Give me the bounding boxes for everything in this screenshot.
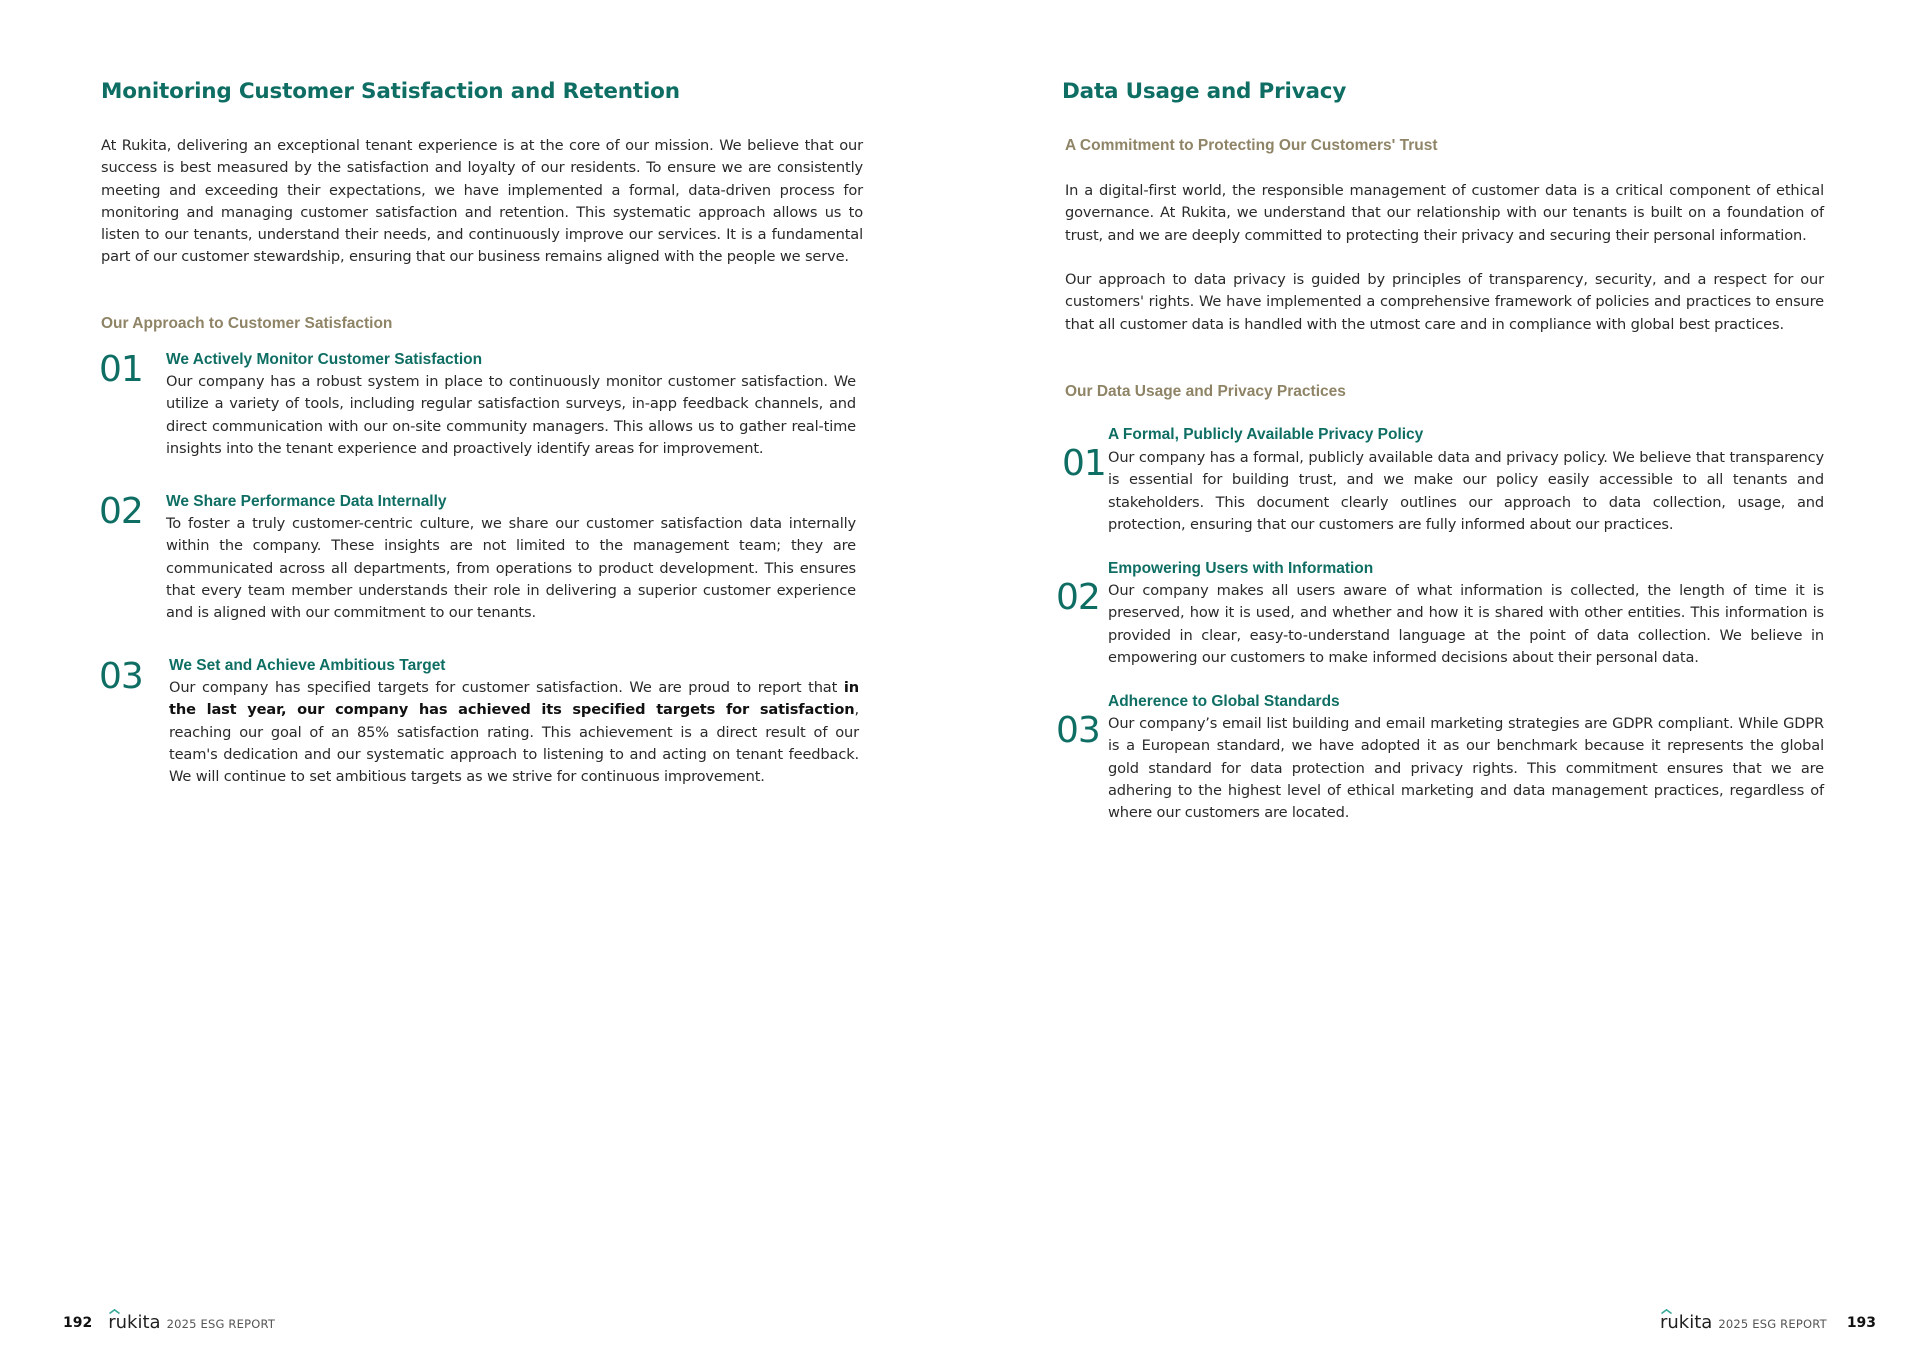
logo-text: rukita — [108, 1312, 161, 1333]
page-number: 192 — [63, 1314, 93, 1331]
item-title: Empowering Users with Information — [1108, 560, 1374, 577]
item-body — [169, 677, 859, 788]
section-heading: Our Data Usage and Privacy Practices — [1065, 383, 1346, 400]
page-title: Data Usage and Privacy — [1062, 79, 1347, 104]
page-footer — [1660, 1312, 1876, 1333]
paragraph: In a digital-first world, the responsible management of customer data is a critical component of ethical governance. At Rukita, we understand that our relationship with our tenants is built on a foundation of trust, and we are deeply committed to protecting their privacy and securing their personal information. — [1065, 182, 1824, 244]
item-number: 01 — [1062, 443, 1106, 484]
item-number: 03 — [1056, 710, 1100, 751]
paragraph: Our approach to data privacy is guided by principles of transparency, security, and a respect for our customers' rights. We have implemented a comprehensive framework of policies and practices to ensure that all customer data is handled with the utmost care and in compliance with global best practices. — [1065, 271, 1824, 333]
section-heading: Our Approach to Customer Satisfaction — [101, 315, 393, 332]
item-body-highlight: in the last year, our company has achieved its specified targets for satisfaction — [169, 679, 859, 719]
item-body-text: , reaching our goal of an 85% satisfaction rating. This achievement is a direct result of our team's dedication and our systematic approach to listening to and acting on tenant feedback. We will continue to set ambitious targets as we strive for continuous improvement. — [169, 701, 859, 786]
page-subtitle: A Commitment to Protecting Our Customers' Trust — [1065, 137, 1438, 154]
item-body-text: Our company has specified targets for customer satisfaction. We are proud to report that — [169, 679, 844, 696]
item-body: Our company has a formal, publicly available data and privacy policy. We believe that transparency is essential for building trust, and we make our policy easily accessible to all tenants and stakeholders. This document clearly outlines our approach to data collection, usage, and protection, ensuring that our customers are fully informed about our practices. — [1108, 449, 1824, 533]
page-footer — [63, 1312, 275, 1333]
rukita-logo — [108, 1312, 160, 1333]
page-title: Monitoring Customer Satisfaction and Retention — [101, 79, 680, 104]
item-number: 03 — [99, 656, 143, 697]
page-number: 193 — [1846, 1314, 1877, 1331]
logo-text: rukita — [1660, 1312, 1713, 1333]
item-body: To foster a truly customer-centric culture, we share our customer satisfaction data internally within the company. These insights are not limited to the management team; they are communicated across all departments, from operations to product development. This ensures that every team member understands their role in delivering a superior customer experience and is aligned with our commitment to our tenants. — [166, 515, 856, 622]
item-title: Adherence to Global Standards — [1108, 693, 1340, 710]
item-title: We Set and Achieve Ambitious Target — [169, 657, 446, 674]
item-body: Our company has a robust system in place to continuously monitor customer satisfaction. We utilize a variety of tools, including regular satisfaction surveys, in-app feedback channels, and direct communication with our on-site community managers. This allows us to gather real-time insights into the tenant experience and proactively identify areas for improvement. — [166, 373, 856, 457]
item-title: We Share Performance Data Internally — [166, 493, 447, 510]
item-title: We Actively Monitor Customer Satisfaction — [166, 351, 483, 368]
item-number: 01 — [99, 349, 143, 390]
report-label: 2025 ESG REPORT — [166, 1317, 276, 1331]
logo-roof-icon — [109, 1309, 120, 1314]
report-label: 2025 ESG REPORT — [1718, 1317, 1827, 1331]
item-body: Our company makes all users aware of what information is collected, the length of time it is preserved, how it is used, and whether and how it is shared with other entities. This information is provided in clear, easy-to-understand language at the point of data collection. We believe in empowering our customers to make informed decisions about their personal data. — [1108, 582, 1824, 666]
item-title: A Formal, Publicly Available Privacy Policy — [1108, 426, 1424, 443]
intro-paragraph: At Rukita, delivering an exceptional tenant experience is at the core of our mission. We believe that our success is best measured by the satisfaction and loyalty of our residents. To ensure we are consistently meeting and exceeding their expectations, we have implemented a formal, data-driven process for monitoring and managing customer satisfaction and retention. This systematic approach allows us to listen to our tenants, understand their needs, and continuously improve our services. It is a fundamental part of our customer stewardship, ensuring that our business remains aligned with the people we serve. — [101, 137, 863, 266]
item-body: Our company’s email list building and email marketing strategies are GDPR compliant. While GDPR is a European standard, we have adopted it as our benchmark because it represents the global gold standard for data protection and privacy rights. This commitment ensures that we are adhering to the highest level of ethical marketing and data management practices, regardless of where our customers are located. — [1108, 715, 1824, 822]
item-number: 02 — [99, 491, 143, 532]
rukita-logo — [1660, 1312, 1712, 1333]
logo-roof-icon — [1661, 1309, 1672, 1314]
item-number: 02 — [1056, 577, 1100, 618]
